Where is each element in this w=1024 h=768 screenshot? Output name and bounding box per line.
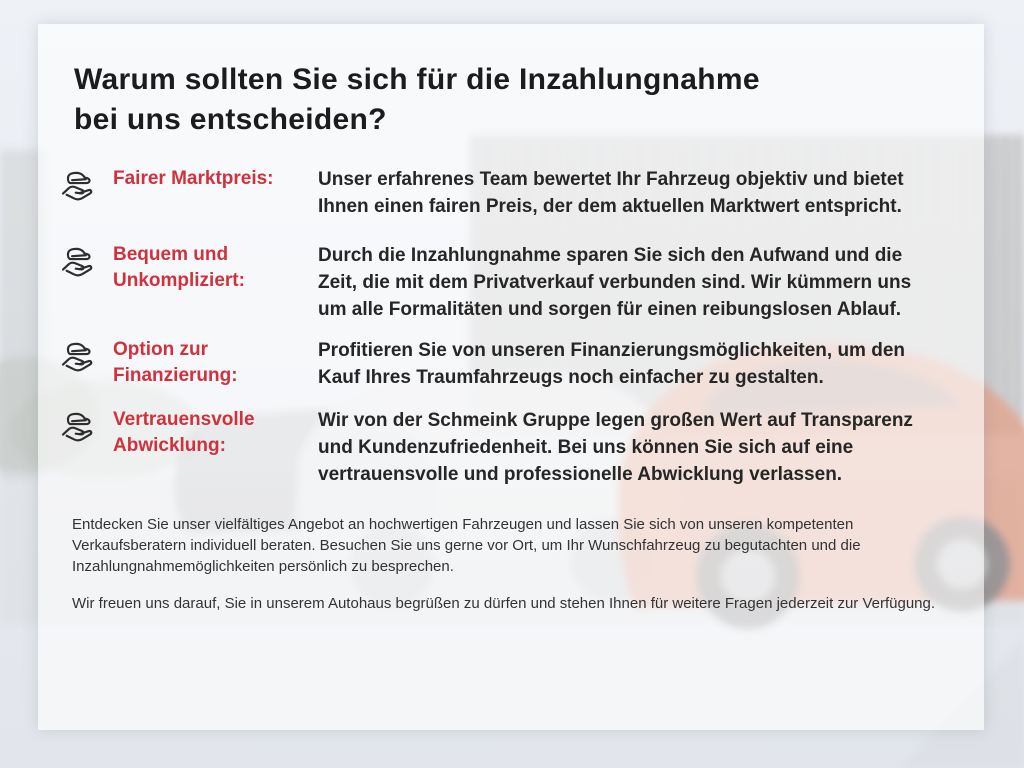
- car-in-hand-icon: [58, 335, 98, 375]
- benefit-text: Unser erfahrenes Team bewertet Ihr Fahrzeug objektiv und bietet Ihnen einen fairen Preis, der dem aktuellen Marktwert entspricht.: [318, 169, 904, 217]
- benefit-text: Wir von der Schmeink Gruppe legen großen Wert auf Transparenz und Kundenzufriedenheit. Bei uns können Sie sich auf eine vertrauensvolle und professionelle Abwicklung verlassen.: [318, 410, 913, 485]
- benefit-list: [58, 166, 944, 488]
- closing-paragraph-1: Entdecken Sie unser vielfältiges Angebot an hochwertigen Fahrzeugen und lassen Sie sich von unseren kompetenten Verkaufsberatern individuell beraten. Besuchen Sie uns gerne vor Ort, um Ihr Wunschfahrzeug zu begutachten und die Inzahlungnahmemöglichkeiten persönlich zu besprechen.: [72, 516, 861, 575]
- car-in-hand-icon: [58, 164, 98, 204]
- benefit-heading: Fairer Marktpreis:: [113, 168, 274, 189]
- benefit-row-bequem-unkompliziert: [58, 242, 944, 323]
- benefit-heading: Option zur Finanzierung:: [113, 339, 238, 386]
- benefit-row-fairer-marktpreis: [58, 166, 944, 220]
- benefit-heading: Bequem und Unkompliziert:: [113, 244, 245, 291]
- benefit-heading: Vertrauensvolle Abwicklung:: [113, 409, 255, 456]
- closing-text: [72, 514, 944, 614]
- closing-paragraph-2: Wir freuen uns darauf, Sie in unserem Autohaus begrüßen zu dürfen und stehen Ihnen für weitere Fragen jederzeit zur Verfügung.: [72, 595, 936, 612]
- benefit-row-option-finanzierung: [58, 337, 944, 391]
- car-in-hand-icon: [58, 405, 98, 445]
- content-card: [38, 24, 984, 730]
- page-title-line2: bei uns entscheiden?: [74, 103, 387, 136]
- benefit-row-vertrauensvolle-abwicklung: [58, 407, 944, 488]
- benefit-text: Durch die Inzahlungnahme sparen Sie sich den Aufwand und die Zeit, die mit dem Privatverkauf verbunden sind. Wir kümmern uns um alle Formalitäten und sorgen für einen reibungslosen Ablauf.: [318, 245, 912, 320]
- page-title: [74, 60, 944, 140]
- benefit-text: Profitieren Sie von unseren Finanzierungsmöglichkeiten, um den Kauf Ihres Traumfahrzeugs noch einfacher zu gestalten.: [318, 340, 905, 388]
- car-in-hand-icon: [58, 240, 98, 280]
- page-title-line1: Warum sollten Sie sich für die Inzahlungnahme: [74, 63, 760, 96]
